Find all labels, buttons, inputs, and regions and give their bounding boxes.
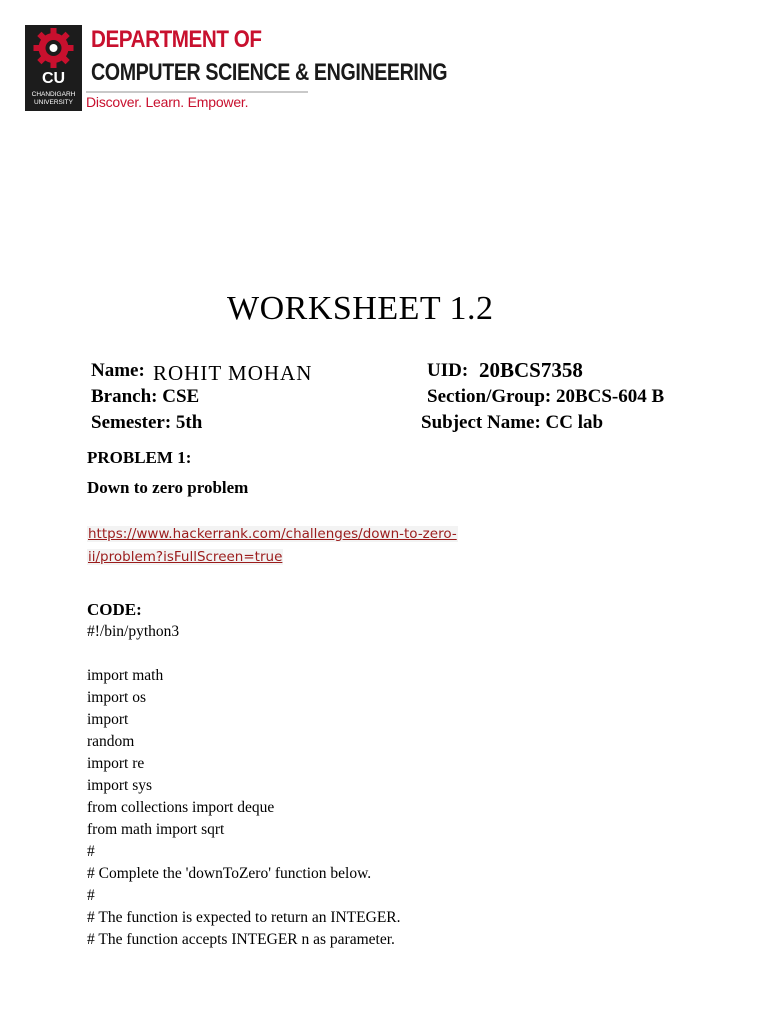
code-line: random	[87, 733, 135, 750]
problem-heading: PROBLEM 1:	[87, 448, 192, 467]
logo-subtext-1: CHANDIGARH	[31, 91, 76, 98]
code-line: # Complete the 'downToZero' function below.	[87, 865, 372, 882]
code-line: import math	[87, 667, 164, 684]
uid-value: 20BCS7358	[479, 358, 583, 382]
header-divider	[86, 91, 308, 93]
subject-name-field: Subject Name: CC lab	[421, 412, 604, 433]
problem-link-line1[interactable]: https://www.hackerrank.com/challenges/down-to-zero-	[88, 526, 457, 542]
code-line: from math import sqrt	[87, 821, 225, 838]
branch-field: Branch: CSE	[91, 386, 200, 407]
university-logo	[25, 25, 82, 111]
code-line: #	[87, 887, 95, 904]
logo-subtext-2: UNIVERSITY	[33, 99, 74, 106]
uid-label: UID:	[427, 360, 469, 381]
code-line: import os	[87, 689, 146, 706]
code-line: #	[87, 843, 95, 860]
name-label: Name:	[91, 360, 145, 381]
code-line: from collections import deque	[87, 799, 275, 816]
section-group-field: Section/Group: 20BCS-604 B	[427, 386, 665, 407]
code-line: # The function accepts INTEGER n as parameter.	[87, 931, 395, 948]
code-line: import re	[87, 755, 145, 772]
problem-link-line2[interactable]: ii/problem?isFullScreen=true	[88, 549, 283, 565]
worksheet-title: WORKSHEET 1.2	[227, 290, 494, 327]
semester-field: Semester: 5th	[91, 412, 203, 433]
code-heading: CODE:	[87, 600, 142, 619]
problem-title: Down to zero problem	[87, 478, 249, 497]
code-line: # The function is expected to return an INTEGER.	[87, 909, 401, 926]
gear-logo-icon	[25, 25, 82, 111]
name-value: ROHIT MOHAN	[153, 361, 313, 385]
department-heading-line1: DEPARTMENT OF	[91, 26, 262, 53]
code-line: import	[87, 711, 129, 728]
code-line: import sys	[87, 777, 153, 794]
code-line: #!/bin/python3	[87, 623, 180, 640]
department-heading-line2: COMPUTER SCIENCE & ENGINEERING	[91, 59, 448, 86]
tagline: Discover. Learn. Empower.	[86, 94, 249, 110]
logo-cu-text: CU	[41, 70, 66, 87]
